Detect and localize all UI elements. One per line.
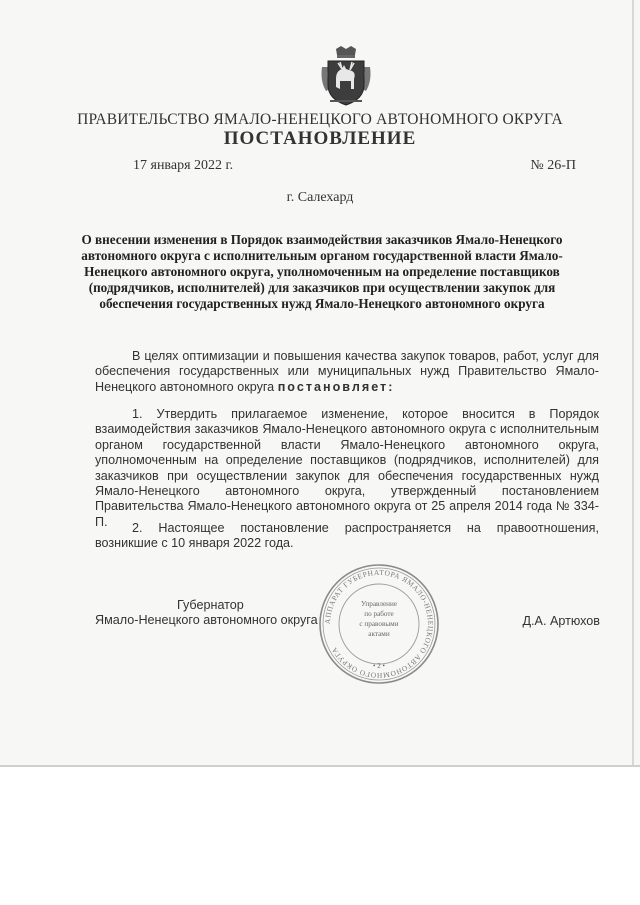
government-name: ПРАВИТЕЛЬСТВО ЯМАЛО-НЕНЕЦКОГО АВТОНОМНОГО ОКРУГА bbox=[77, 111, 563, 128]
stamp-ring-text: АППАРАТ ГУБЕРНАТОРА ЯМАЛО-НЕНЕЦКОГО АВТОНОМНОГО ОКРУГА bbox=[322, 567, 436, 681]
item-1-text: 1. Утвердить прилагаемое изменение, которое вносится в Порядок взаимодействия заказчиков Ямало-Ненецкого автономного округа с исполнительным органом государственной власти Ямало-Ненецкого автономного округа, уполномоченным на определение поставщиков (подрядчиков, исполнителей) для заказчиков при осуществлении закупок для обеспечения государственных нужд Ямало-Ненецкого автономного округа, утвержденный постановлением Правительства Ямало-Ненецкого автономного округа от 25 апреля 2014 года № 334-П. bbox=[95, 407, 599, 529]
stamp-number: • 2 • bbox=[373, 662, 385, 670]
stamp-line-4: актами bbox=[368, 630, 390, 638]
document-type-title: ПОСТАНОВЛЕНИЕ bbox=[223, 128, 417, 149]
signatory-title bbox=[95, 598, 345, 629]
document-city: г. Салехард bbox=[286, 190, 354, 205]
item-2-paragraph bbox=[95, 521, 599, 552]
signatory-name: Д.А. Артюхов bbox=[522, 614, 600, 628]
stamp-line-1: Управление bbox=[360, 600, 398, 608]
signatory-title-line2: Ямало-Ненецкого автономного округа bbox=[95, 613, 318, 628]
document-subject: О внесении изменения в Порядок взаимодействия заказчиков Ямало-Ненецкого автономного округа с исполнительным органом государственной власти Ямало-Ненецкого автономного округа, уполномоченным на определение поставщиков (подрядчиков, исполнителей) для заказчиков при осуществлении закупок для обеспечения государственных нужд Ямало-Ненецкого автономного округа bbox=[81, 232, 563, 311]
item-1-paragraph bbox=[95, 407, 599, 530]
document-date: 17 января 2022 г. bbox=[133, 158, 234, 173]
signatory-title-line1: Губернатор bbox=[177, 598, 244, 612]
official-stamp bbox=[317, 562, 441, 686]
stamp-line-2: по работе bbox=[364, 610, 394, 618]
item-2-text: 2. Настоящее постановление распространяется на правоотношения, возникшие с 10 января 2022 года. bbox=[95, 521, 599, 551]
decree-word: постановляет: bbox=[277, 379, 395, 394]
coat-of-arms-icon bbox=[318, 45, 374, 109]
preamble-paragraph bbox=[95, 349, 599, 395]
preamble-text: В целях оптимизации и повышения качества закупок товаров, работ, услуг для обеспечения государственных или муниципальных нужд Правительство Ямало-Ненецкого автономного округа bbox=[95, 349, 599, 394]
stamp-line-3: с правовыми bbox=[359, 620, 399, 628]
document-number: № 26-П bbox=[530, 158, 576, 173]
